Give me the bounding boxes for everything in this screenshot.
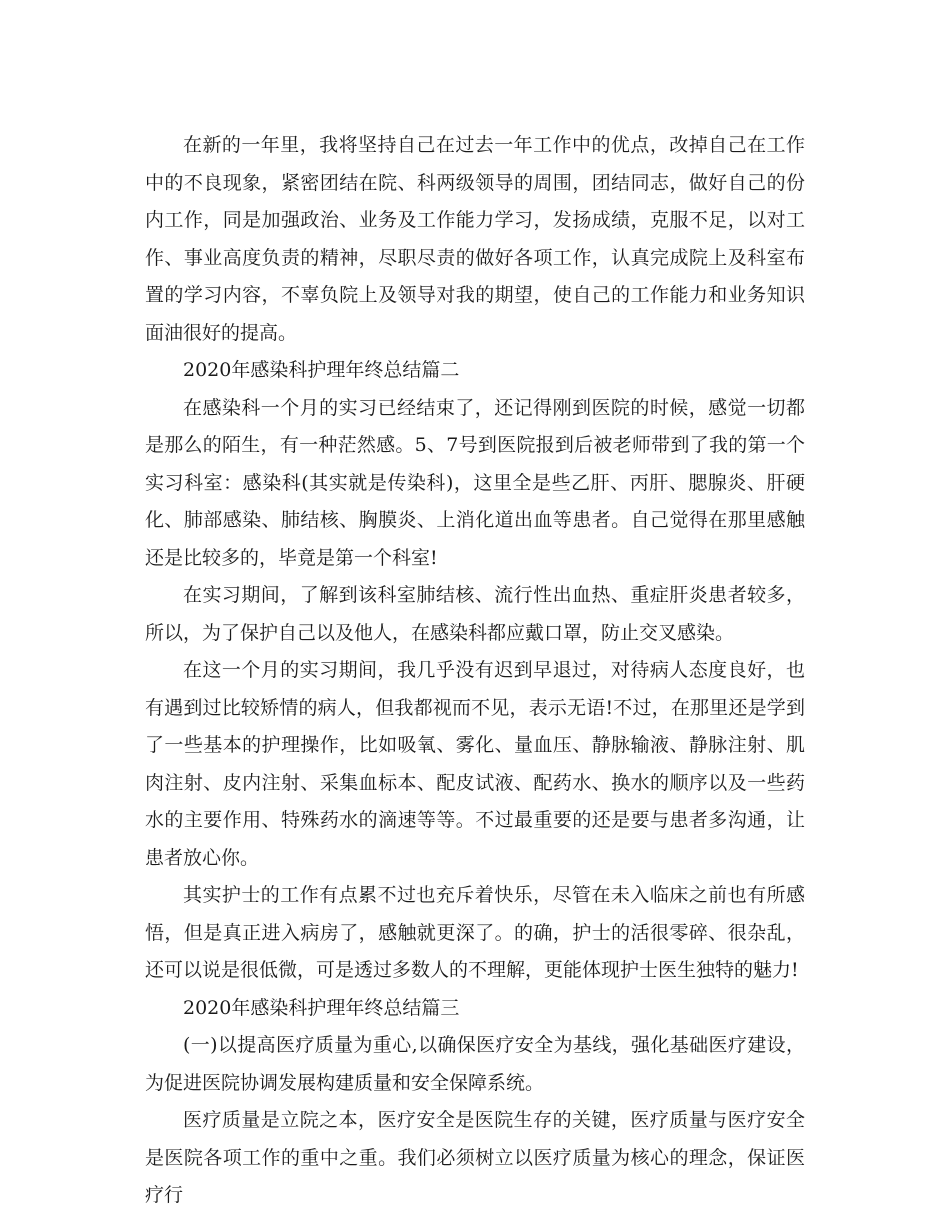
paragraph: 在这一个月的实习期间，我几乎没有迟到早退过，对待病人态度良好，也有遇到过比较矫情的病人，但我都视而不见，表示无语!不过，在那里还是学到了一些基本的护理操作，比如吸氧、雾化、量血压、静脉输液、静脉注射、肌肉注射、皮内注射、采集血标本、配皮试液、配药水、换水的顺序以及一些药水的主要作用、特殊药水的滴速等等。不过最重要的还是要与患者多沟通，让患者放心你。 bbox=[145, 659, 805, 869]
paragraph: 在新的一年里，我将坚持自己在过去一年工作中的优点，改掉自己在工作中的不良现象，紧密团结在院、科两级领导的周围，团结同志，做好自己的份内工作，同是加强政治、业务及工作能力学习，发扬成绩，克服不足，以对工作、事业高度负责的精神，尽职尽责的做好各项工作，认真完成院上及科室布置的学习内容，不辜负院上及领导对我的期望，使自己的工作能力和业务知识面油很好的提高。 bbox=[145, 134, 805, 344]
paragraph: 其实护士的工作有点累不过也充斥着快乐，尽管在未入临床之前也有所感悟，但是真正进入病房了，感触就更深了。的确，护士的活很零碎、很杂乱，还可以说是很低微，可是透过多数人的不理解，更能体现护士医生独特的魅力! bbox=[145, 884, 805, 981]
section-heading: 2020年感染科护理年终总结篇二 bbox=[183, 359, 460, 381]
document-body bbox=[145, 127, 805, 1215]
paragraph: 医疗质量是立院之本，医疗安全是医院生存的关键，医疗质量与医疗安全是医院各项工作的重中之重。我们必须树立以医疗质量为核心的理念，保证医疗行 bbox=[145, 1109, 805, 1206]
paragraph: (一)以提高医疗质量为重心,以确保医疗安全为基线，强化基础医疗建设，为促进医院协调发展构建质量和安全保障系统。 bbox=[145, 1034, 805, 1094]
paragraph: 在感染科一个月的实习已经结束了，还记得刚到医院的时候，感觉一切都是那么的陌生，有一种茫然感。5、7号到医院报到后被老师带到了我的第一个实习科室：感染科(其实就是传染科)，这里全是些乙肝、丙肝、腮腺炎、肝硬化、肺部感染、肺结核、胸膜炎、上消化道出血等患者。自己觉得在那里感触还是比较多的，毕竟是第一个科室! bbox=[145, 396, 805, 569]
paragraph: 在实习期间，了解到该科室肺结核、流行性出血热、重症肝炎患者较多，所以，为了保护自己以及他人，在感染科都应戴口罩，防止交叉感染。 bbox=[145, 584, 805, 644]
section-heading: 2020年感染科护理年终总结篇三 bbox=[183, 996, 460, 1019]
